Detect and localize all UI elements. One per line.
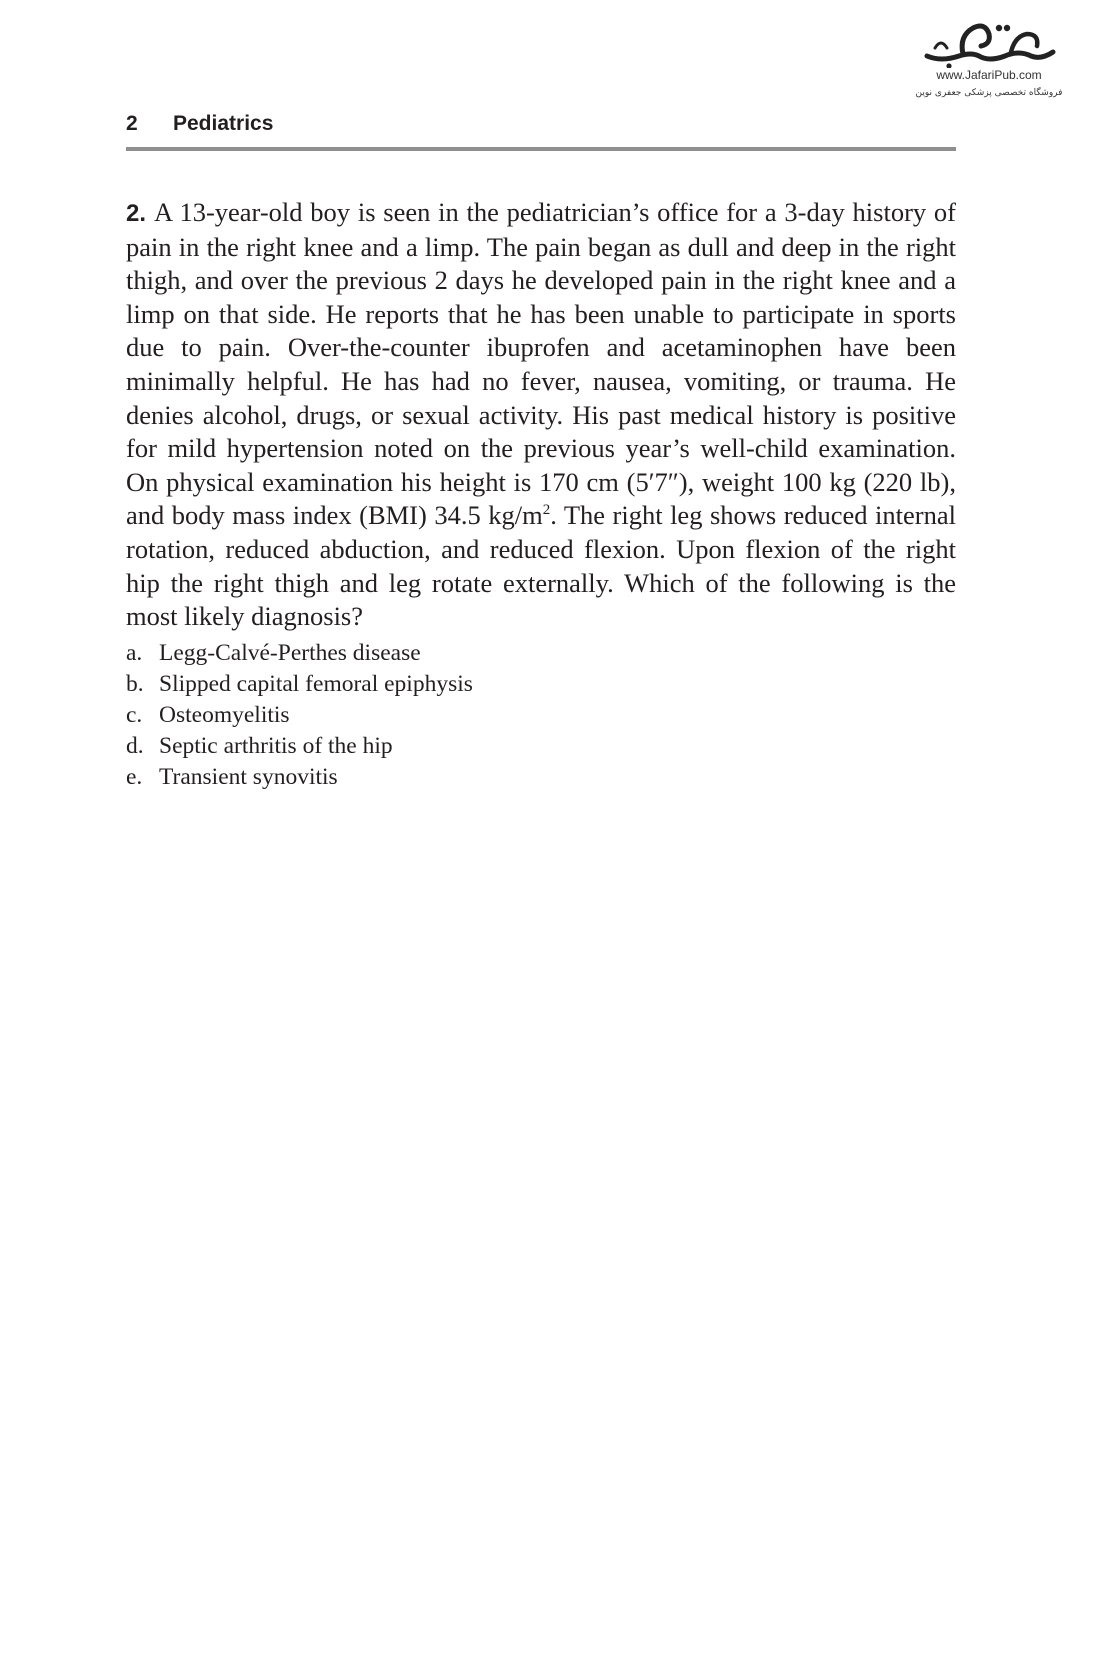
option-text: Septic arthritis of the hip [159,733,393,759]
option-letter: d. [126,733,144,759]
section-title: Pediatrics [173,112,274,135]
watermark-url: www.JafariPub.com [936,68,1042,82]
question-text-part1: A 13-year-old boy is seen in the pediatrician’s office for a 3-day history of pain in the right knee and a limp. The pain began as dull and deep in the right thigh, and over the previous 2 days he developed pain in the right knee and a limp on that side. He reports that he has been unable to participate in sports due to pain. Over-the-counter ibuprofen and acetaminophen have been minimally helpful. He has had no fever, nausea, vomiting, or trauma. He denies alcohol, drugs, or sexual activity. His past medical history is positive for mild hypertension noted on the previous year’s well-child examination. On physical examination his height is 170 cm (5′7″), weight 100 kg (220 lb), and body mass index (BMI) 34.5 kg/m [126,197,956,531]
option-b [126,669,473,700]
option-letter: a. [126,640,143,666]
question-number: 2. [126,200,147,227]
option-text: Slipped capital femoral epiphysis [159,671,473,697]
question-stem [126,196,956,634]
publisher-watermark [900,18,1078,98]
option-text: Legg-Calvé-Perthes disease [159,640,421,666]
running-header [126,112,956,142]
superscript-2: 2 [542,502,551,519]
option-e [126,762,473,793]
option-a [126,638,473,669]
option-c [126,700,473,731]
option-text: Transient synovitis [159,764,338,790]
option-text: Osteomyelitis [159,702,290,728]
jafari-logo-icon [919,18,1059,68]
answer-options [126,638,473,793]
option-letter: b. [126,671,144,697]
page-number: 2 [126,112,138,135]
option-letter: c. [126,702,143,728]
header-rule [126,147,956,151]
watermark-persian-text: فروشگاه تخصصی پزشکی جعفری نوین [915,88,1063,98]
question-text-part2: . The right leg shows reduced internal rotation, reduced abduction, and reduced flexion. Upon flexion of the right hip the right thigh and leg rotate externally. Which of the following is the most likely diagnosis? [126,500,956,632]
option-d [126,731,473,762]
option-letter: e. [126,764,143,790]
